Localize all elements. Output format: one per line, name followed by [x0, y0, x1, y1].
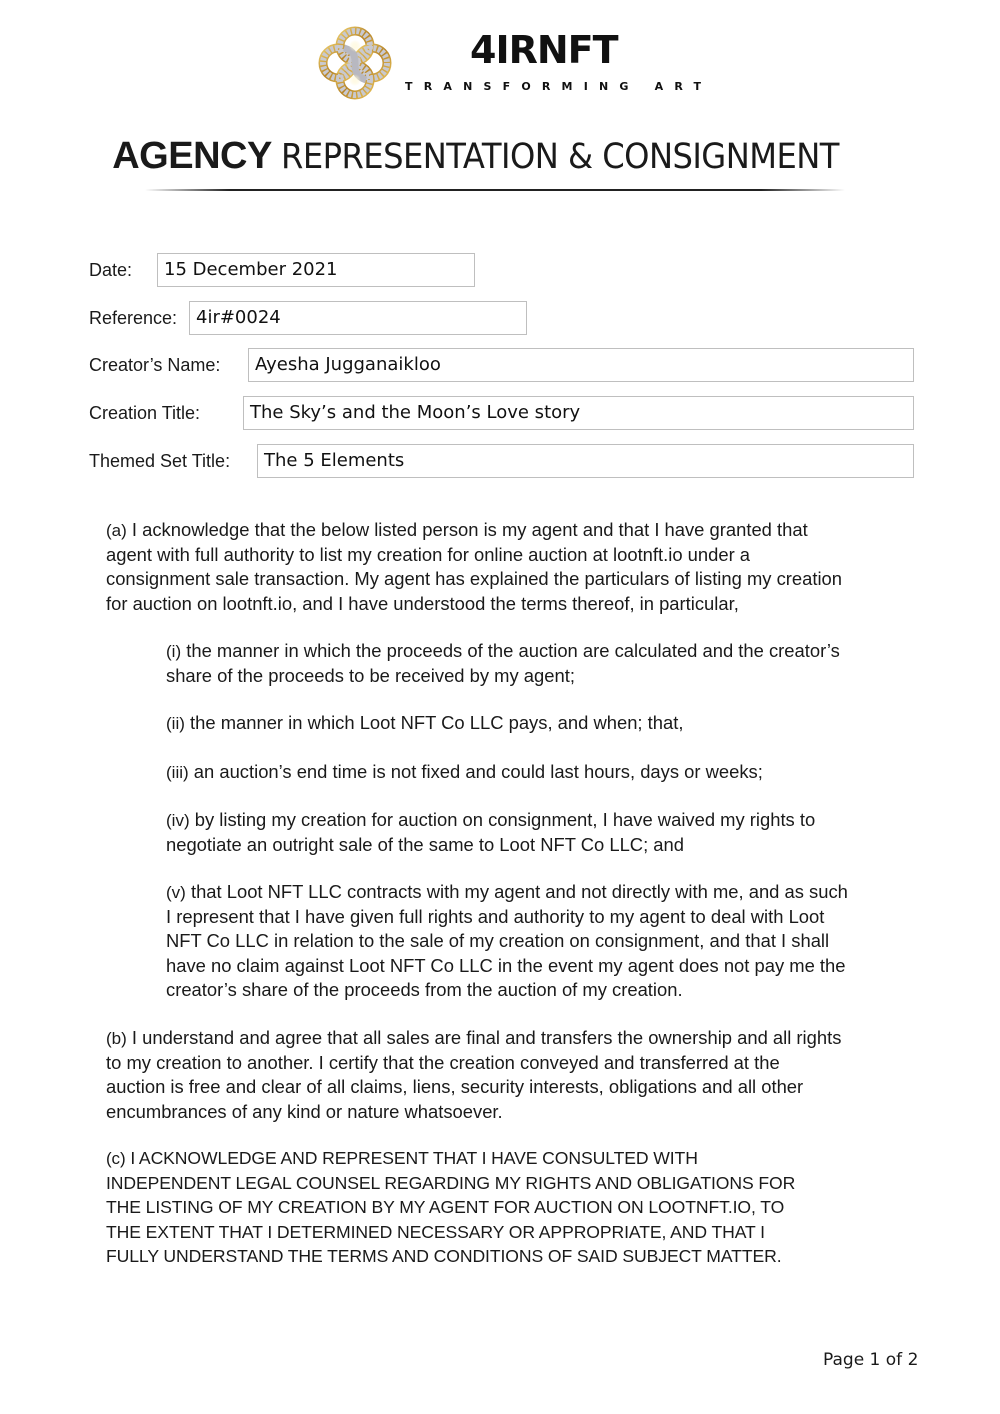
brand-tagline: TRANSFORMING ART — [405, 80, 713, 93]
reference-label: Reference: — [89, 308, 178, 328]
brand-name: 4IRNFT — [470, 28, 618, 72]
title-divider — [145, 189, 845, 191]
clause-marker: (b) — [106, 1029, 127, 1048]
document-title-rest: REPRESENTATION & CONSIGNMENT — [281, 137, 840, 177]
sub-clause-marker: (ii) — [166, 714, 185, 733]
clause-line: (a) I acknowledge that the below listed person is my agent and that I have granted that — [106, 519, 808, 540]
sub-clause-marker: (iv) — [166, 811, 190, 830]
infinity-knot-logo-icon — [316, 24, 394, 102]
creator-name-field[interactable]: Ayesha Jugganaikloo — [248, 348, 914, 382]
sub-clause-marker: (iii) — [166, 763, 189, 782]
clause-line: for auction on lootnft.io, and I have understood the terms thereof, in particular, — [106, 592, 739, 614]
date-label: Date: — [89, 260, 133, 280]
sub-clause-i: (i) the manner in which the proceeds of the auction are calculated and the creator’s share of the proceeds to be received by my agent; — [166, 640, 840, 687]
clause-marker: (a) — [106, 521, 127, 540]
themed-set-title-label: Themed Set Title: — [89, 451, 231, 471]
clause-a — [106, 518, 936, 616]
sub-clause-marker: (i) — [166, 642, 182, 661]
creation-title-label: Creation Title: — [89, 403, 201, 423]
reference-field[interactable]: 4ir#0024 — [189, 301, 527, 335]
document-title-bold: AGENCY — [112, 135, 272, 177]
clause-c: (c) I ACKNOWLEDGE AND REPRESENT THAT I HAVE CONSULTED WITH INDEPENDENT LEGAL COUNSEL REGARDING MY RIGHTS AND OBLIGATIONS FOR THE LISTING OF MY CREATION BY MY AGENT FOR AUCTION ON LOOTNFT.IO, TO THE EXTENT THAT I DETERMINED NECESSARY OR APPROPRIATE, AND THAT I FULLY UNDERSTAND THE TERMS AND CONDITIONS OF SAID SUBJECT MATTER. — [106, 1148, 796, 1266]
sub-clause-ii: (ii) the manner in which Loot NFT Co LLC pays, and when; that, — [166, 712, 684, 733]
date-field[interactable]: 15 December 2021 — [157, 253, 475, 287]
clause-marker: (c) — [106, 1149, 126, 1168]
clause-line: agent with full authority to list my creation for online auction at lootnft.io under a — [106, 544, 751, 566]
document-title — [0, 132, 1000, 181]
page-number: Page 1 of 2 — [823, 1350, 919, 1370]
clause-line: consignment sale transaction. My agent has explained the particulars of listing my creation — [106, 568, 843, 590]
creator-name-label: Creator’s Name: — [89, 355, 221, 375]
sub-clause-iv: (iv) by listing my creation for auction on consignment, I have waived my rights to negotiate an outright sale of the same to Loot NFT Co LLC; and — [166, 809, 816, 856]
creation-title-field[interactable]: The Sky’s and the Moon’s Love story — [243, 396, 914, 430]
themed-set-title-field[interactable]: The 5 Elements — [257, 444, 914, 478]
clause-b: (b) I understand and agree that all sales are final and transfers the ownership and all rights to my creation to another. I certify that the creation conveyed and transferred at the auction is free and clear of all claims, liens, security interests, obligations and all other encumbrances of any kind or nature whatsoever. — [106, 1027, 842, 1122]
sub-clause-v: (v) that Loot NFT LLC contracts with my agent and not directly with me, and as such I represent that I have given full rights and authority to my agent to deal with Loot NFT Co LLC in relation to the sale of my creation on consignment, and that I shall have no claim against Loot NFT Co LLC in the event my agent does not pay me the creator’s share of the proceeds from the auction of my creation. — [166, 881, 848, 1000]
sub-clause-marker: (v) — [166, 883, 186, 902]
sub-clause-iii: (iii) an auction’s end time is not fixed and could last hours, days or weeks; — [166, 761, 763, 782]
